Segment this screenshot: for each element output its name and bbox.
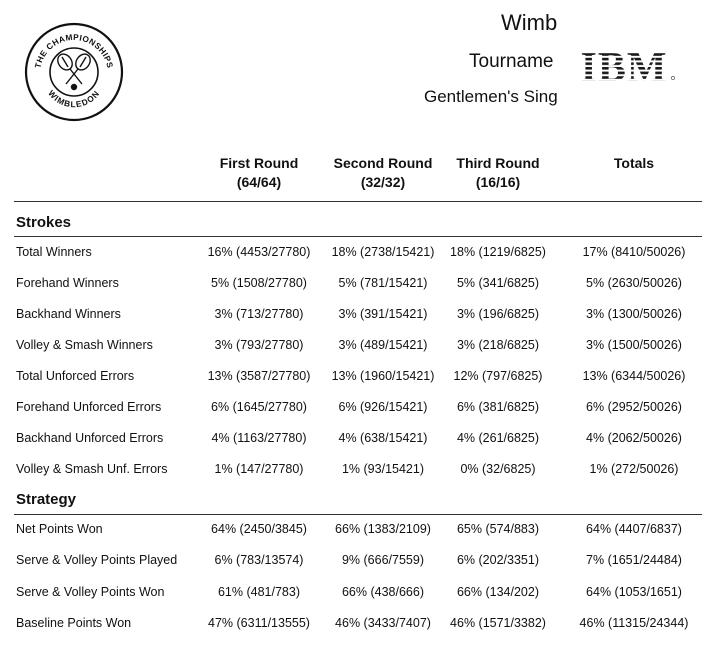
table-row xyxy=(0,276,710,296)
cell: 3% (196/6825) xyxy=(456,307,539,321)
tournament-title-line-3: Gentlemen's Sing xyxy=(424,87,558,106)
row-label: Backhand Unforced Errors xyxy=(16,431,164,445)
cell: 4% (261/6825) xyxy=(456,431,539,445)
table-row xyxy=(0,245,710,265)
cell: 6% (381/6825) xyxy=(456,400,539,414)
cell: 5% (2630/50026) xyxy=(586,276,682,290)
column-header-totals: Totals xyxy=(613,155,655,171)
svg-text:WIMBLEDON xyxy=(46,88,101,109)
column-header-second-round: Second Round (32/32) xyxy=(333,155,433,190)
row-label: Volley & Smash Unf. Errors xyxy=(16,462,168,476)
cell: 4% (1163/27780) xyxy=(211,431,307,445)
cell: 5% (1508/27780) xyxy=(211,276,307,290)
cell: 7% (1651/24484) xyxy=(586,553,682,567)
table-row xyxy=(0,400,710,420)
cell: 64% (2450/3845) xyxy=(211,522,307,536)
cell: 18% (2738/15421) xyxy=(331,245,435,259)
row-label: Baseline Points Won xyxy=(16,616,132,630)
logo-text-top: THE CHAMPIONSHIPS xyxy=(32,31,116,70)
row-label: Net Points Won xyxy=(16,522,103,536)
row-label: Serve & Volley Points Played xyxy=(16,553,178,567)
cell: 47% (6311/13555) xyxy=(208,616,310,630)
wimbledon-logo xyxy=(24,22,124,122)
header-divider xyxy=(14,201,702,202)
cell: 6% (202/3351) xyxy=(456,553,539,567)
cell: 3% (793/27780) xyxy=(214,338,304,352)
cell: 12% (797/6825) xyxy=(453,369,543,383)
cell: 61% (481/783) xyxy=(217,585,300,599)
column-header-third-round: Third Round (16/16) xyxy=(456,155,540,190)
cell: 3% (391/15421) xyxy=(338,307,428,321)
cell: 66% (438/666) xyxy=(341,585,424,599)
cell: 13% (3587/27780) xyxy=(207,369,311,383)
table-row xyxy=(0,338,710,358)
section-divider xyxy=(14,514,702,515)
cell: 16% (4453/27780) xyxy=(207,245,311,259)
ibm-logo-text: IBM xyxy=(580,45,668,88)
cell: 5% (341/6825) xyxy=(456,276,539,290)
section-title-strategy: Strategy xyxy=(16,491,77,508)
cell: 4% (2062/50026) xyxy=(586,431,682,445)
table-row xyxy=(0,522,710,542)
tournament-title-line-2: Tourname xyxy=(469,51,554,72)
cell: 1% (93/15421) xyxy=(341,462,424,476)
cell: 46% (3433/7407) xyxy=(335,616,431,630)
cell: 1% (272/50026) xyxy=(589,462,679,476)
cell: 13% (1960/15421) xyxy=(331,369,435,383)
cell: 3% (1300/50026) xyxy=(586,307,682,321)
cell: 13% (6344/50026) xyxy=(582,369,686,383)
table-row xyxy=(0,616,710,636)
ibm-logo xyxy=(578,44,680,88)
cell: 6% (2952/50026) xyxy=(586,400,682,414)
logo-text-bottom: WIMBLEDON xyxy=(46,88,102,110)
section-divider xyxy=(14,236,702,237)
table-row xyxy=(0,307,710,327)
row-label: Backhand Winners xyxy=(16,307,121,321)
row-label: Total Unforced Errors xyxy=(16,369,135,383)
row-label: Volley & Smash Winners xyxy=(16,338,153,352)
cell: 66% (1383/2109) xyxy=(335,522,431,536)
row-label: Serve & Volley Points Won xyxy=(16,585,165,599)
section-title-strokes: Strokes xyxy=(16,214,72,231)
row-label: Total Winners xyxy=(16,245,92,259)
cell: 46% (11315/24344) xyxy=(579,616,689,630)
table-row xyxy=(0,553,710,573)
cell: 5% (781/15421) xyxy=(338,276,428,290)
cell: 9% (666/7559) xyxy=(341,553,424,567)
svg-text:THE CHAMPIONSHIPS xyxy=(33,32,116,69)
cell: 3% (489/15421) xyxy=(338,338,428,352)
cell: 18% (1219/6825) xyxy=(450,245,546,259)
cell: 3% (713/27780) xyxy=(214,307,304,321)
table-row xyxy=(0,369,710,389)
cell: 65% (574/883) xyxy=(456,522,539,536)
cell: 64% (1053/1651) xyxy=(586,585,682,599)
row-label: Forehand Winners xyxy=(16,276,119,290)
cell: 0% (32/6825) xyxy=(460,462,536,476)
cell: 3% (1500/50026) xyxy=(586,338,682,352)
cell: 1% (147/27780) xyxy=(214,462,304,476)
cell: 46% (1571/3382) xyxy=(450,616,546,630)
cell: 66% (134/202) xyxy=(456,585,539,599)
cell: 64% (4407/6837) xyxy=(586,522,682,536)
column-header-first-round: First Round (64/64) xyxy=(219,155,299,190)
cell: 6% (1645/27780) xyxy=(211,400,307,414)
crossed-rackets-icon xyxy=(55,51,93,84)
table-row xyxy=(0,462,710,482)
cell: 17% (8410/50026) xyxy=(582,245,686,259)
tournament-title-line-1: Wimb xyxy=(501,10,558,35)
table-row xyxy=(0,585,710,605)
cell: 6% (783/13574) xyxy=(214,553,304,567)
cell: 3% (218/6825) xyxy=(456,338,539,352)
cell: 4% (638/15421) xyxy=(338,431,428,445)
row-label: Forehand Unforced Errors xyxy=(16,400,162,414)
cell: 6% (926/15421) xyxy=(338,400,428,414)
table-row xyxy=(0,431,710,451)
